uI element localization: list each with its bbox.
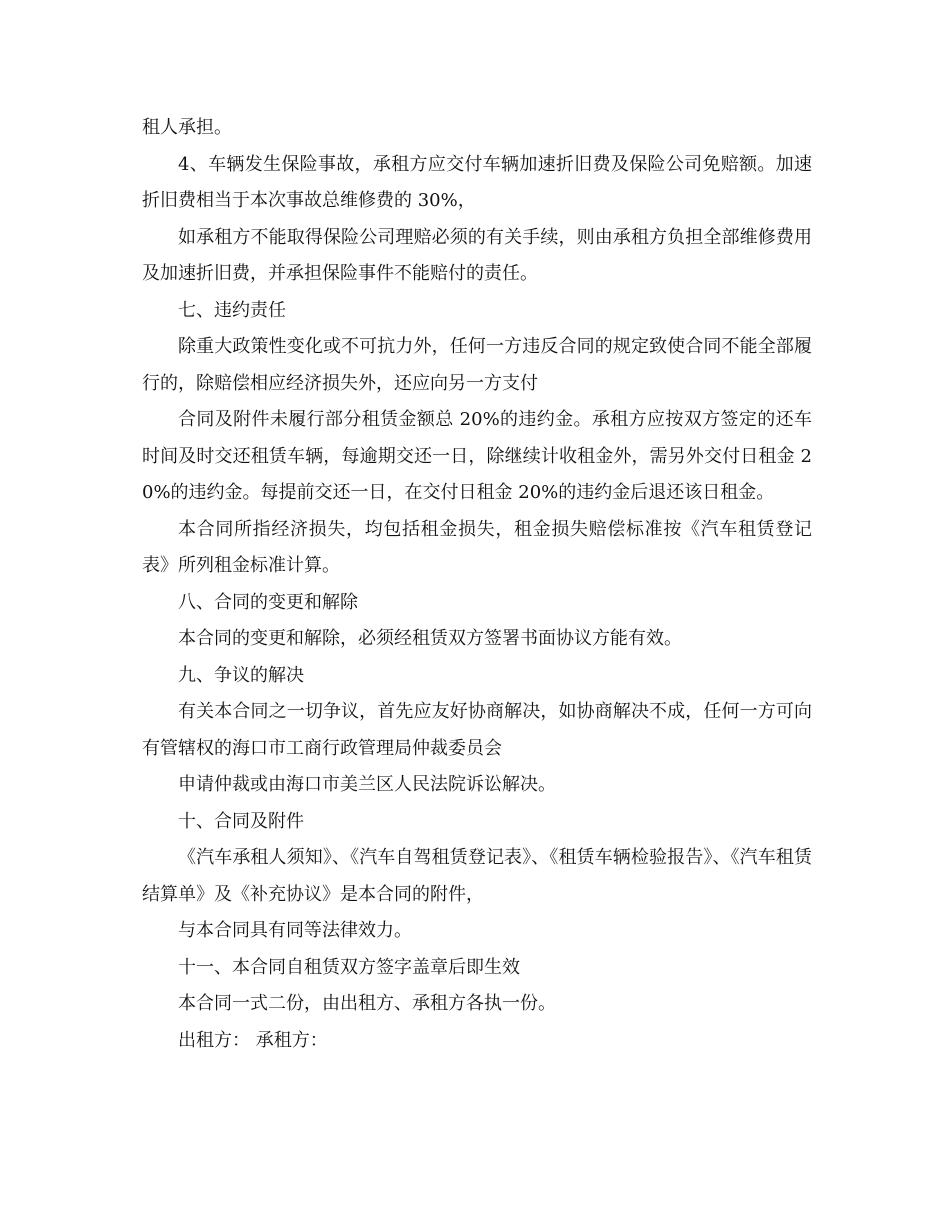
paragraph: 本合同一式二份，由出租方、承租方各执一份。 [178,993,556,1014]
paragraph: 申请仲裁或由海口市美兰区人民法院诉讼解决。 [178,774,556,795]
paragraph: 《汽车承租人须知》、《汽车自驾租赁登记表》、《租赁车辆检验报告》、《汽车租赁结算单》及《补充协议》是本合同的附件， [142,847,812,905]
document-body [142,110,812,1059]
paragraph: 租人承担。 [142,117,232,138]
paragraph: 出租方： 承租方： [178,1029,328,1051]
paragraph: 十一、本合同自租赁双方签字盖章后即生效 [178,956,520,978]
paragraph: 八、合同的变更和解除 [178,591,358,613]
paragraph: 合同及附件未履行部分租赁金额总 20%的违约金。承租方应按双方签定的还车时间及时交还租赁车辆，每逾期交还一日，除继续计收租金外，需另外交付日租金 20%的违约金。每提前交还一日，在交付日租金 20%的违约金后退还该日租金。 [142,409,812,503]
paragraph: 本合同的变更和解除，必须经租赁双方签署书面协议方能有效。 [178,628,682,649]
paragraph: 九、争议的解决 [178,664,304,686]
paragraph: 有关本合同之一切争议，首先应友好协商解决，如协商解决不成，任何一方可向有管辖权的海口市工商行政管理局仲裁委员会 [142,701,812,759]
paragraph: 七、违约责任 [178,299,286,321]
paragraph: 除重大政策性变化或不可抗力外，任何一方违反合同的规定致使合同不能全部履行的，除赔偿相应经济损失外，还应向另一方支付 [142,336,812,394]
paragraph: 本合同所指经济损失，均包括租金损失，租金损失赔偿标准按《汽车租赁登记表》所列租金标准计算。 [142,518,812,576]
paragraph: 4、车辆发生保险事故，承租方应交付车辆加速折旧费及保险公司免赔额。加速折旧费相当于本次事故总维修费的 30%， [142,153,812,211]
paragraph: 与本合同具有同等法律效力。 [178,920,412,941]
paragraph: 十、合同及附件 [178,810,304,832]
paragraph: 如承租方不能取得保险公司理赔必须的有关手续，则由承租方负担全部维修费用及加速折旧费，并承担保险事件不能赔付的责任。 [142,226,812,284]
